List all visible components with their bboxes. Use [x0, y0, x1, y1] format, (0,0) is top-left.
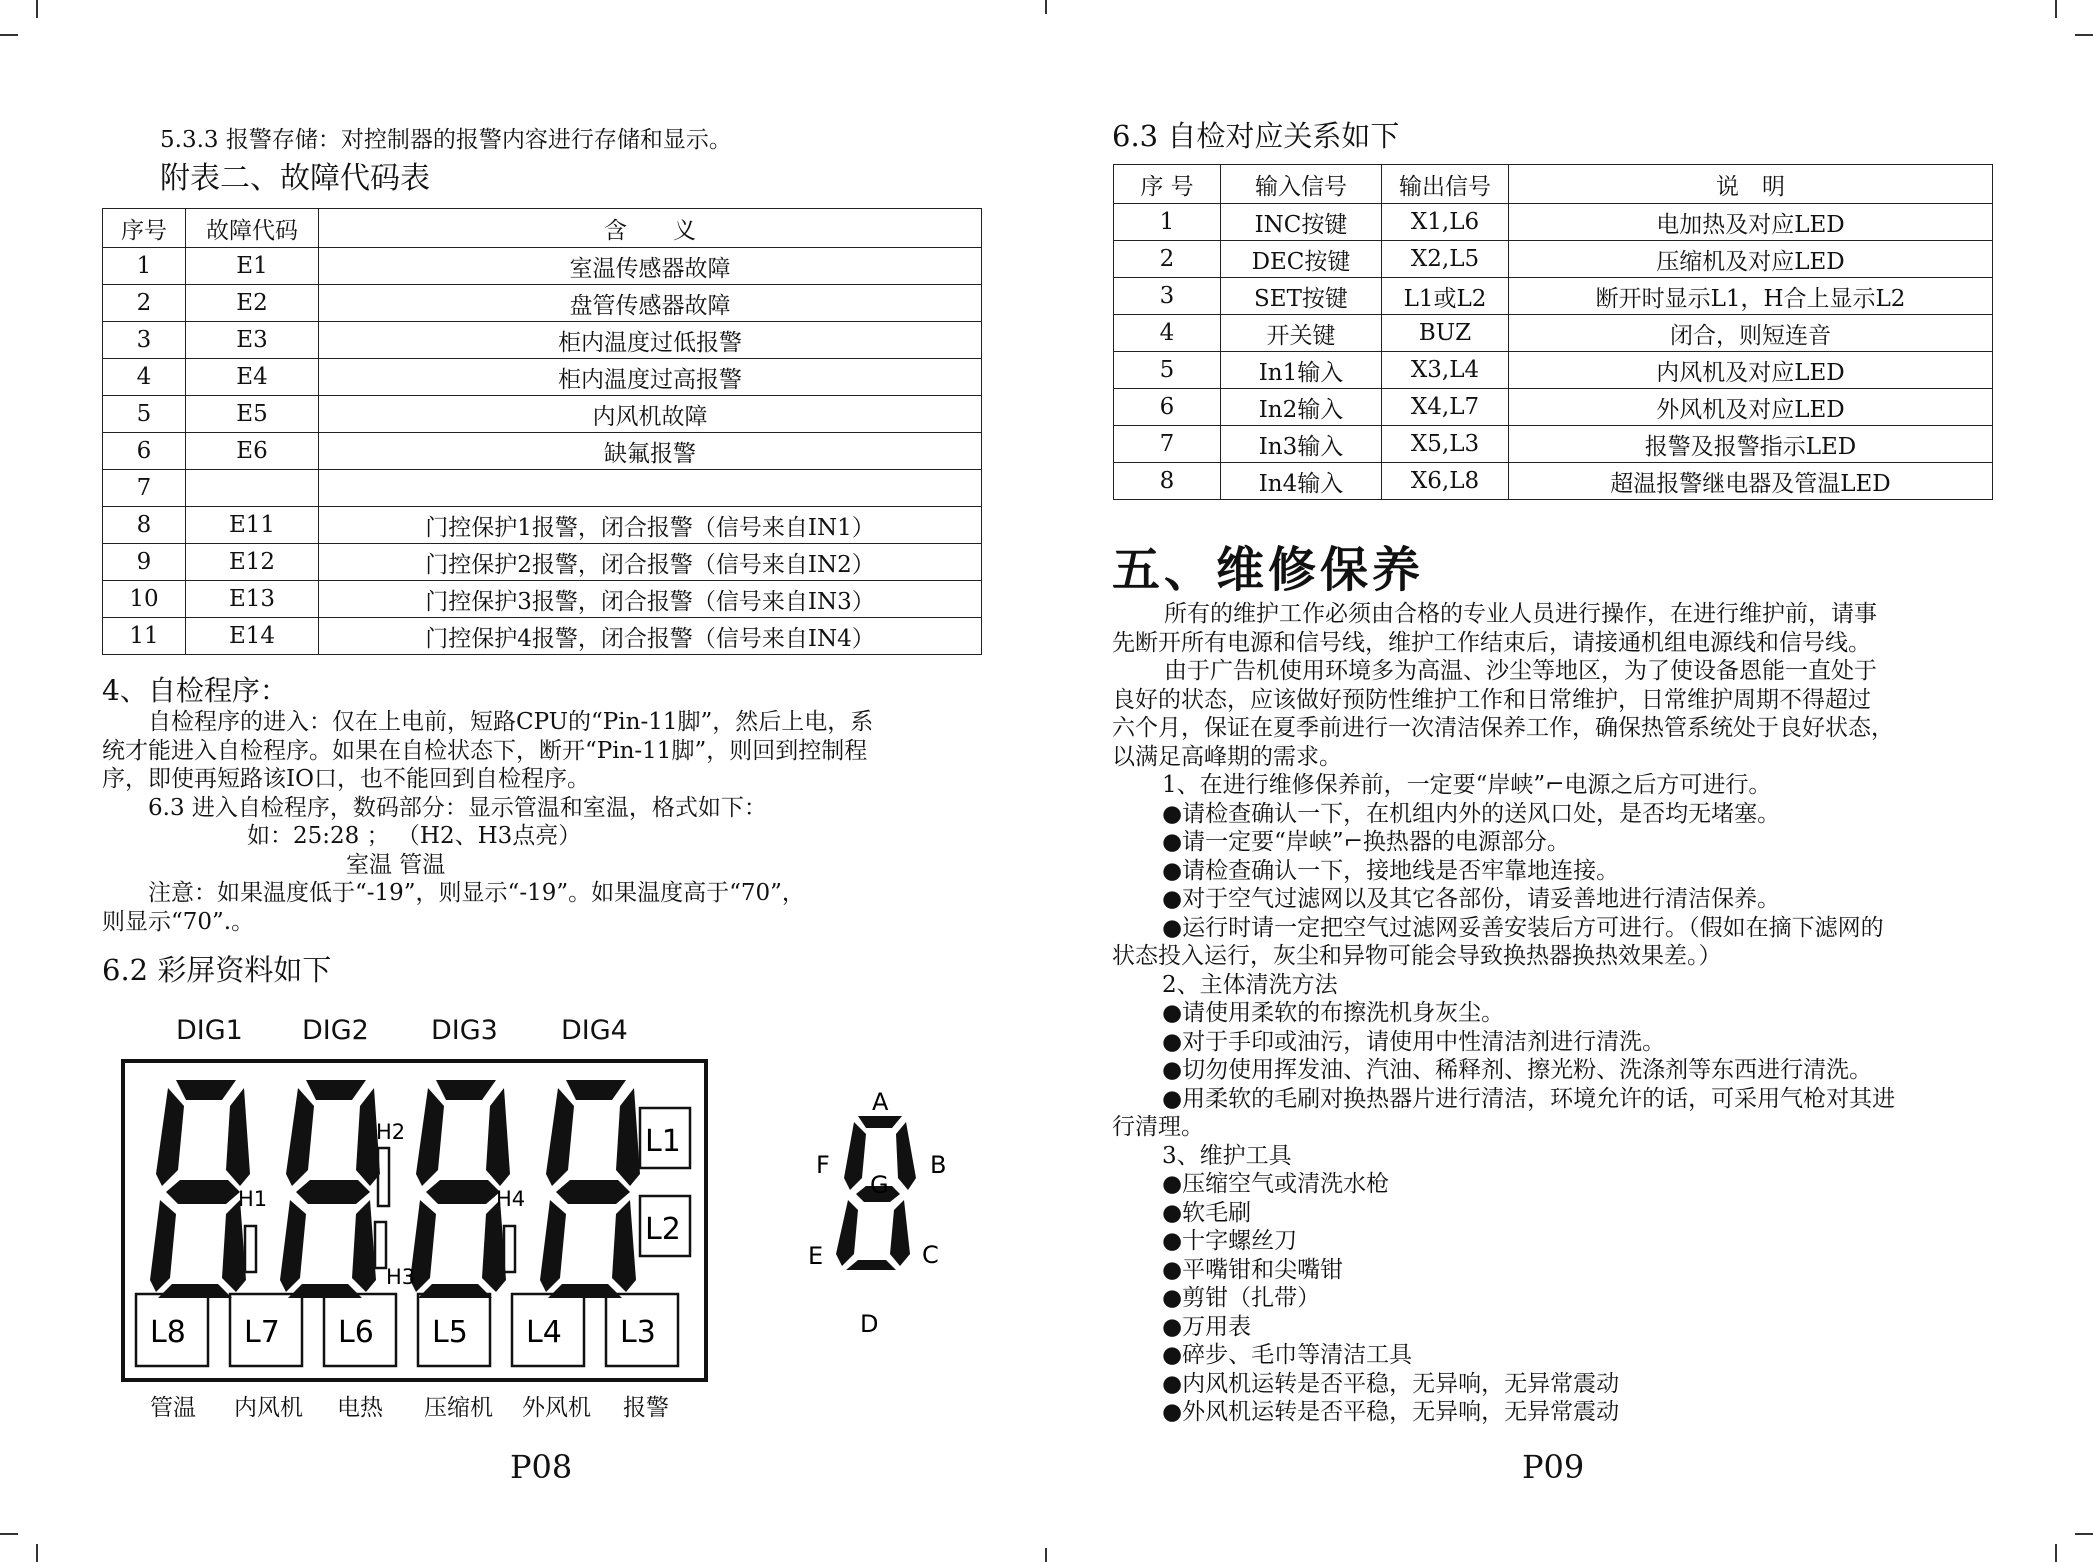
text-line: ●软毛刷 — [1162, 1199, 1252, 1226]
cell-input: In3输入 — [1221, 426, 1382, 463]
digit1-segment — [158, 1284, 232, 1298]
cell-output: X4,L7 — [1382, 389, 1509, 426]
segment-d — [846, 1260, 896, 1270]
segment-e-label: E — [808, 1242, 824, 1270]
crop-mark — [2055, 1544, 2057, 1562]
cell-index: 3 — [1114, 278, 1221, 315]
digit4-segment — [616, 1088, 640, 1186]
digit2-segment — [296, 1180, 370, 1204]
cell-input: INC按键 — [1221, 204, 1382, 241]
segment-f-label: F — [816, 1151, 830, 1179]
text-line: ●外风机运转是否平稳，无异响，无异常震动 — [1162, 1399, 1620, 1425]
cell-input: In2输入 — [1221, 389, 1382, 426]
text-line: 先断开所有电源和信号线，维护工作结束后，请接通机组电源线和信号线。 — [1112, 629, 1871, 656]
lcd-panel-diagram — [120, 1058, 712, 1386]
table-row — [103, 285, 982, 322]
cell-output: X6,L8 — [1382, 463, 1509, 500]
digit1-segment — [176, 1080, 236, 1100]
digit3-segment — [436, 1080, 496, 1100]
section-6-2: 6.2 彩屏资料如下 — [102, 953, 332, 987]
h4-segment — [504, 1226, 515, 1272]
digit-label: DIG3 — [431, 1015, 498, 1046]
cell-output: X5,L3 — [1382, 426, 1509, 463]
indicator-label: 管温 — [150, 1395, 196, 1421]
table-row — [1114, 463, 1993, 500]
table-row — [103, 618, 982, 655]
table-row — [1114, 426, 1993, 463]
digit2-segment — [352, 1200, 376, 1292]
h1-segment — [245, 1226, 256, 1272]
cell-desc: 电加热及对应LED — [1509, 204, 1993, 241]
indicator-box-label: L8 — [150, 1315, 186, 1350]
cell-output: X3,L4 — [1382, 352, 1509, 389]
header-index: 序 号 — [1114, 165, 1221, 204]
cell-desc: 超温报警继电器及管温LED — [1509, 463, 1993, 500]
text-line: 室温 管温 — [346, 851, 446, 878]
text-line: 1、在进行维修保养前，一定要“岸峡”⌐电源之后方可进行。 — [1162, 772, 1772, 798]
text-line: ●请检查确认一下，在机组内外的送风口处，是否均无堵塞。 — [1162, 800, 1781, 827]
crop-mark — [1045, 0, 1047, 14]
cell-code: E4 — [186, 359, 319, 396]
crop-mark — [36, 0, 38, 18]
cell-index: 8 — [1114, 463, 1221, 500]
header-meaning: 含 义 — [319, 209, 982, 248]
text-line: ●十字螺丝刀 — [1162, 1228, 1298, 1254]
digit3-segment — [426, 1180, 500, 1204]
cell-index: 8 — [103, 507, 186, 544]
cell-code: E6 — [186, 433, 319, 470]
cell-output: X2,L5 — [1382, 241, 1509, 278]
cell-code: E5 — [186, 396, 319, 433]
table-header-row — [103, 209, 982, 248]
digit4-segment — [556, 1180, 630, 1204]
table-row — [103, 470, 982, 507]
page-number-right: P09 — [1522, 1448, 1585, 1486]
text-line: ●平嘴钳和尖嘴钳 — [1162, 1256, 1344, 1283]
fault-code-table — [102, 208, 982, 655]
seven-segment-legend — [800, 1080, 970, 1340]
header-input: 输入信号 — [1221, 165, 1382, 204]
text-line: ●切勿使用挥发油、汽油、稀释剂、擦光粉、洗涤剂等东西进行清洗。 — [1162, 1057, 1873, 1083]
table-row — [1114, 352, 1993, 389]
indicator-label: 内风机 — [234, 1395, 303, 1421]
text-line: ●请一定要“岸峡”⌐换热器的电源部分。 — [1162, 829, 1570, 855]
cell-code: E12 — [186, 544, 319, 581]
digit-label: DIG1 — [176, 1015, 243, 1046]
text-line: 所有的维护工作必须由合格的专业人员进行操作，在进行维护前，请事 — [1164, 601, 1877, 627]
cell-desc: 断开时显示L1，H合上显示L2 — [1509, 278, 1993, 315]
indicator-box-label: L6 — [338, 1315, 374, 1350]
text-line: ●剪钳（扎带） — [1162, 1285, 1321, 1311]
digit1-segment — [226, 1088, 250, 1186]
cell-index: 5 — [1114, 352, 1221, 389]
text-line: ●对于手印或油污，请使用中性清洁剂进行清洗。 — [1162, 1028, 1666, 1055]
page-number-left: P08 — [510, 1448, 573, 1486]
selfcheck-map-table — [1113, 164, 1993, 500]
indicator-label: 外风机 — [522, 1395, 591, 1421]
selfcheck-text — [102, 708, 873, 936]
cell-meaning: 缺氟报警 — [319, 433, 982, 470]
cell-index: 5 — [103, 396, 186, 433]
cell-input: SET按键 — [1221, 278, 1382, 315]
text-line: 如：25:28 ； （H2、H3点亮） — [247, 823, 582, 849]
text-line: ●碎步、毛巾等清洁工具 — [1162, 1342, 1413, 1368]
crop-mark — [2075, 34, 2093, 36]
segment-c — [890, 1200, 910, 1266]
digit4-segment — [540, 1200, 566, 1292]
h1-label: H1 — [238, 1187, 268, 1211]
digit4-segment — [612, 1200, 636, 1292]
cell-meaning: 门控保护3报警，闭合报警（信号来自IN3） — [319, 581, 982, 618]
indicator-label: 报警 — [623, 1395, 669, 1421]
text-line: 由于广告机使用环境多为高温、沙尘等地区，为了使设备恩能一直处于 — [1164, 658, 1877, 684]
section-6-3: 6.3 自检对应关系如下 — [1112, 119, 1400, 153]
digit2-segment — [280, 1200, 306, 1292]
fault-table-title: 附表二、故障代码表 — [160, 161, 430, 196]
cell-index: 4 — [1114, 315, 1221, 352]
cell-index: 2 — [103, 285, 186, 322]
text-line: ●请使用柔软的布擦洗机身灰尘。 — [1162, 1000, 1505, 1026]
maintenance-title: 五、维修保养 — [1112, 542, 1425, 598]
cell-code: E2 — [186, 285, 319, 322]
text-line: ●请检查确认一下，接地线是否牢靠地连接。 — [1162, 857, 1620, 884]
text-line: ●万用表 — [1162, 1313, 1252, 1340]
text-line: 行清理。 — [1112, 1114, 1204, 1140]
text-line: ●内风机运转是否平稳，无异响，无异常震动 — [1162, 1370, 1620, 1397]
text-line: 良好的状态，应该做好预防性维护工作和日常维护，日常维护周期不得超过 — [1112, 686, 1871, 713]
table-row — [1114, 389, 1993, 426]
cell-index: 10 — [103, 581, 186, 618]
cell-meaning: 柜内温度过低报警 — [319, 322, 982, 359]
crop-mark — [0, 34, 18, 36]
cell-meaning: 盘管传感器故障 — [319, 285, 982, 322]
table-row — [103, 507, 982, 544]
indicator-box-label: L7 — [244, 1315, 280, 1350]
indicator-box-label: L5 — [432, 1315, 468, 1350]
indicator-label: 压缩机 — [424, 1395, 493, 1421]
cell-index: 6 — [103, 433, 186, 470]
digit2-segment — [306, 1080, 366, 1100]
segment-e — [836, 1200, 858, 1266]
h2-label: H2 — [376, 1120, 406, 1144]
cell-index: 11 — [103, 618, 186, 655]
table-row — [103, 433, 982, 470]
cell-index: 2 — [1114, 241, 1221, 278]
selfcheck-title: 4、自检程序： — [102, 674, 288, 707]
table-header-row — [1114, 165, 1993, 204]
segment-b — [896, 1122, 916, 1190]
cell-code — [186, 470, 319, 507]
segment-c-label: C — [922, 1241, 939, 1269]
table-row — [103, 322, 982, 359]
digit-label: DIG2 — [302, 1015, 369, 1046]
digit3-segment — [418, 1284, 492, 1298]
table-row — [1114, 204, 1993, 241]
cell-code: E14 — [186, 618, 319, 655]
segment-b-label: B — [930, 1151, 947, 1179]
cell-meaning: 门控保护1报警，闭合报警（信号来自IN1） — [319, 507, 982, 544]
segment-d-label: D — [860, 1310, 879, 1338]
text-line: 3、维护工具 — [1162, 1142, 1292, 1169]
section-5-3-3: 5.3.3 报警存储：对控制器的报警内容进行存储和显示。 — [160, 127, 732, 153]
table-row — [103, 396, 982, 433]
cell-index: 7 — [1114, 426, 1221, 463]
cell-desc: 闭合，则短连音 — [1509, 315, 1993, 352]
text-line: 以满足高峰期的需求。 — [1112, 743, 1342, 770]
crop-mark — [36, 1544, 38, 1562]
table-row — [1114, 315, 1993, 352]
maintenance-text — [1112, 600, 1895, 1427]
table-row — [1114, 278, 1993, 315]
table-row — [103, 581, 982, 618]
text-line: 则显示“70”.。 — [102, 908, 255, 935]
header-index: 序号 — [103, 209, 186, 248]
digit2-segment — [286, 1088, 314, 1186]
cell-desc: 内风机及对应LED — [1509, 352, 1993, 389]
digit3-segment — [416, 1088, 444, 1186]
crop-mark — [0, 1533, 18, 1535]
digit-label: DIG4 — [561, 1015, 628, 1046]
text-line: 统才能进入自检程序。如果在自检状态下，断开“Pin-11脚”，则回到控制程 — [102, 737, 868, 764]
cell-input: 开关键 — [1221, 315, 1382, 352]
table-row — [103, 248, 982, 285]
crop-mark — [2075, 1533, 2093, 1535]
text-line: 六个月，保证在夏季前进行一次清洁保养工作，确保热管系统处于良好状态， — [1112, 715, 1894, 741]
table-row — [1114, 241, 1993, 278]
text-line: ●压缩空气或清洗水枪 — [1162, 1171, 1390, 1197]
text-line: 状态投入运行，灰尘和异物可能会导致换热器换热效果差。） — [1112, 943, 1722, 969]
table-row — [103, 544, 982, 581]
digit4-segment — [566, 1080, 626, 1100]
header-code: 故障代码 — [186, 209, 319, 248]
cell-index: 7 — [103, 470, 186, 507]
cell-desc: 报警及报警指示LED — [1509, 426, 1993, 463]
segment-a-label: A — [872, 1088, 889, 1116]
cell-code: E13 — [186, 581, 319, 618]
text-line: 6.3 进入自检程序，数码部分：显示管温和室温，格式如下： — [148, 794, 767, 821]
segment-f — [844, 1122, 866, 1190]
cell-code: E3 — [186, 322, 319, 359]
cell-output: X1,L6 — [1382, 204, 1509, 241]
text-line: ●对于空气过滤网以及其它各部份，请妥善地进行清洁保养。 — [1162, 886, 1781, 912]
cell-meaning — [319, 470, 982, 507]
cell-meaning: 内风机故障 — [319, 396, 982, 433]
text-line: 序，即使再短路该IO口，也不能回到自检程序。 — [102, 766, 590, 792]
table-row — [103, 359, 982, 396]
cell-output: BUZ — [1382, 315, 1509, 352]
cell-meaning: 室温传感器故障 — [319, 248, 982, 285]
cell-input: In1输入 — [1221, 352, 1382, 389]
cell-index: 3 — [103, 322, 186, 359]
header-desc: 说 明 — [1509, 165, 1993, 204]
cell-output: L1或L2 — [1382, 278, 1509, 315]
cell-desc: 压缩机及对应LED — [1509, 241, 1993, 278]
indicator-box-label: L4 — [526, 1315, 562, 1350]
indicator-box-label: L3 — [620, 1315, 656, 1350]
text-line: 2、主体清洗方法 — [1162, 971, 1338, 998]
text-line: ●运行时请一定把空气过滤网妥善安装后方可进行。（假如在摘下滤网的 — [1162, 914, 1884, 941]
cell-code: E1 — [186, 248, 319, 285]
crop-mark — [1045, 1548, 1047, 1562]
digit1-segment — [222, 1200, 246, 1292]
segment-g-label: G — [870, 1171, 889, 1199]
l1-label: L1 — [645, 1124, 681, 1159]
digit3-segment — [482, 1200, 506, 1292]
cell-index: 1 — [1114, 204, 1221, 241]
digit1-segment — [156, 1088, 184, 1186]
text-line: 注意：如果温度低于“-19”，则显示“-19”。如果温度高于“70”， — [148, 880, 805, 906]
digit1-segment — [166, 1180, 240, 1204]
digit3-segment — [486, 1088, 510, 1186]
cell-meaning: 柜内温度过高报警 — [319, 359, 982, 396]
cell-desc: 外风机及对应LED — [1509, 389, 1993, 426]
h2-segment — [378, 1148, 389, 1206]
cell-index: 6 — [1114, 389, 1221, 426]
segment-a — [858, 1116, 902, 1128]
cell-input: In4输入 — [1221, 463, 1382, 500]
cell-code: E11 — [186, 507, 319, 544]
cell-meaning: 门控保护4报警，闭合报警（信号来自IN4） — [319, 618, 982, 655]
header-output: 输出信号 — [1382, 165, 1509, 204]
cell-index: 9 — [103, 544, 186, 581]
cell-index: 4 — [103, 359, 186, 396]
digit1-segment — [150, 1200, 176, 1292]
cell-index: 1 — [103, 248, 186, 285]
indicator-label: 电热 — [337, 1395, 383, 1421]
l2-label: L2 — [645, 1212, 681, 1247]
cell-input: DEC按键 — [1221, 241, 1382, 278]
h3-segment — [375, 1222, 386, 1268]
h4-label: H4 — [496, 1187, 526, 1211]
crop-mark — [2055, 0, 2057, 18]
cell-meaning: 门控保护2报警，闭合报警（信号来自IN2） — [319, 544, 982, 581]
text-line: ●用柔软的毛刷对换热器片进行清洁，环境允许的话，可采用气枪对其进 — [1162, 1085, 1896, 1112]
digit4-segment — [546, 1088, 574, 1186]
text-line: 自检程序的进入：仅在上电前，短路CPU的“Pin-11脚”，然后上电，系 — [148, 709, 874, 735]
h3-label: H3 — [386, 1265, 416, 1289]
